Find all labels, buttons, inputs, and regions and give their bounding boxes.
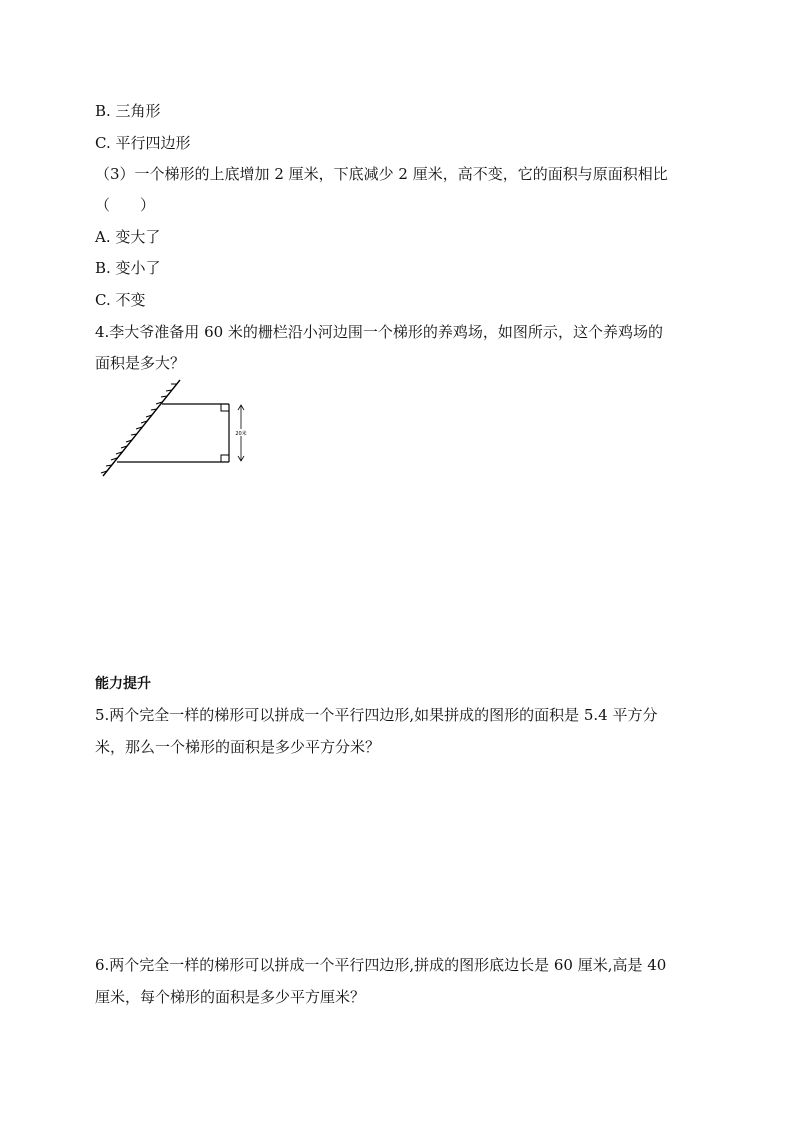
q3-answer-blank: （ ） xyxy=(95,196,156,214)
q6-line-2: 厘米，每个梯形的面积是多少平方厘米？ xyxy=(95,988,366,1006)
q4-line-2: 面积是多大？ xyxy=(95,354,186,372)
right-angle-mark-bottom xyxy=(221,455,229,462)
q6-line-1: 6.两个完全一样的梯形可以拼成一个平行四边形,拼成的图形底边长是 60 厘米,高是 40 xyxy=(95,956,667,974)
trapezoid-chicken-yard-figure xyxy=(95,378,265,480)
q2-option-b: B. 三角形 xyxy=(95,102,161,120)
height-label: 20米 xyxy=(235,431,247,437)
q3-option-c: C. 不变 xyxy=(95,291,146,309)
q3-option-b: B. 变小了 xyxy=(95,259,161,277)
right-angle-mark-top xyxy=(221,404,229,411)
q5-line-1: 5.两个完全一样的梯形可以拼成一个平行四边形,如果拼成的图形的面积是 5.4 平方分 xyxy=(95,706,658,724)
q3-stem: （3）一个梯形的上底增加 2 厘米，下底减少 2 厘米，高不变，它的面积与原面积相比 xyxy=(95,165,668,183)
q5-line-2: 米，那么一个梯形的面积是多少平方分米？ xyxy=(95,738,381,756)
q3-option-a: A. 变大了 xyxy=(95,228,161,246)
q4-line-1: 4.李大爷准备用 60 米的栅栏沿小河边围一个梯形的养鸡场，如图所示，这个养鸡场的 xyxy=(95,323,663,341)
section-heading-ability: 能力提升 xyxy=(95,676,151,692)
q2-option-c: C. 平行四边形 xyxy=(95,134,191,152)
